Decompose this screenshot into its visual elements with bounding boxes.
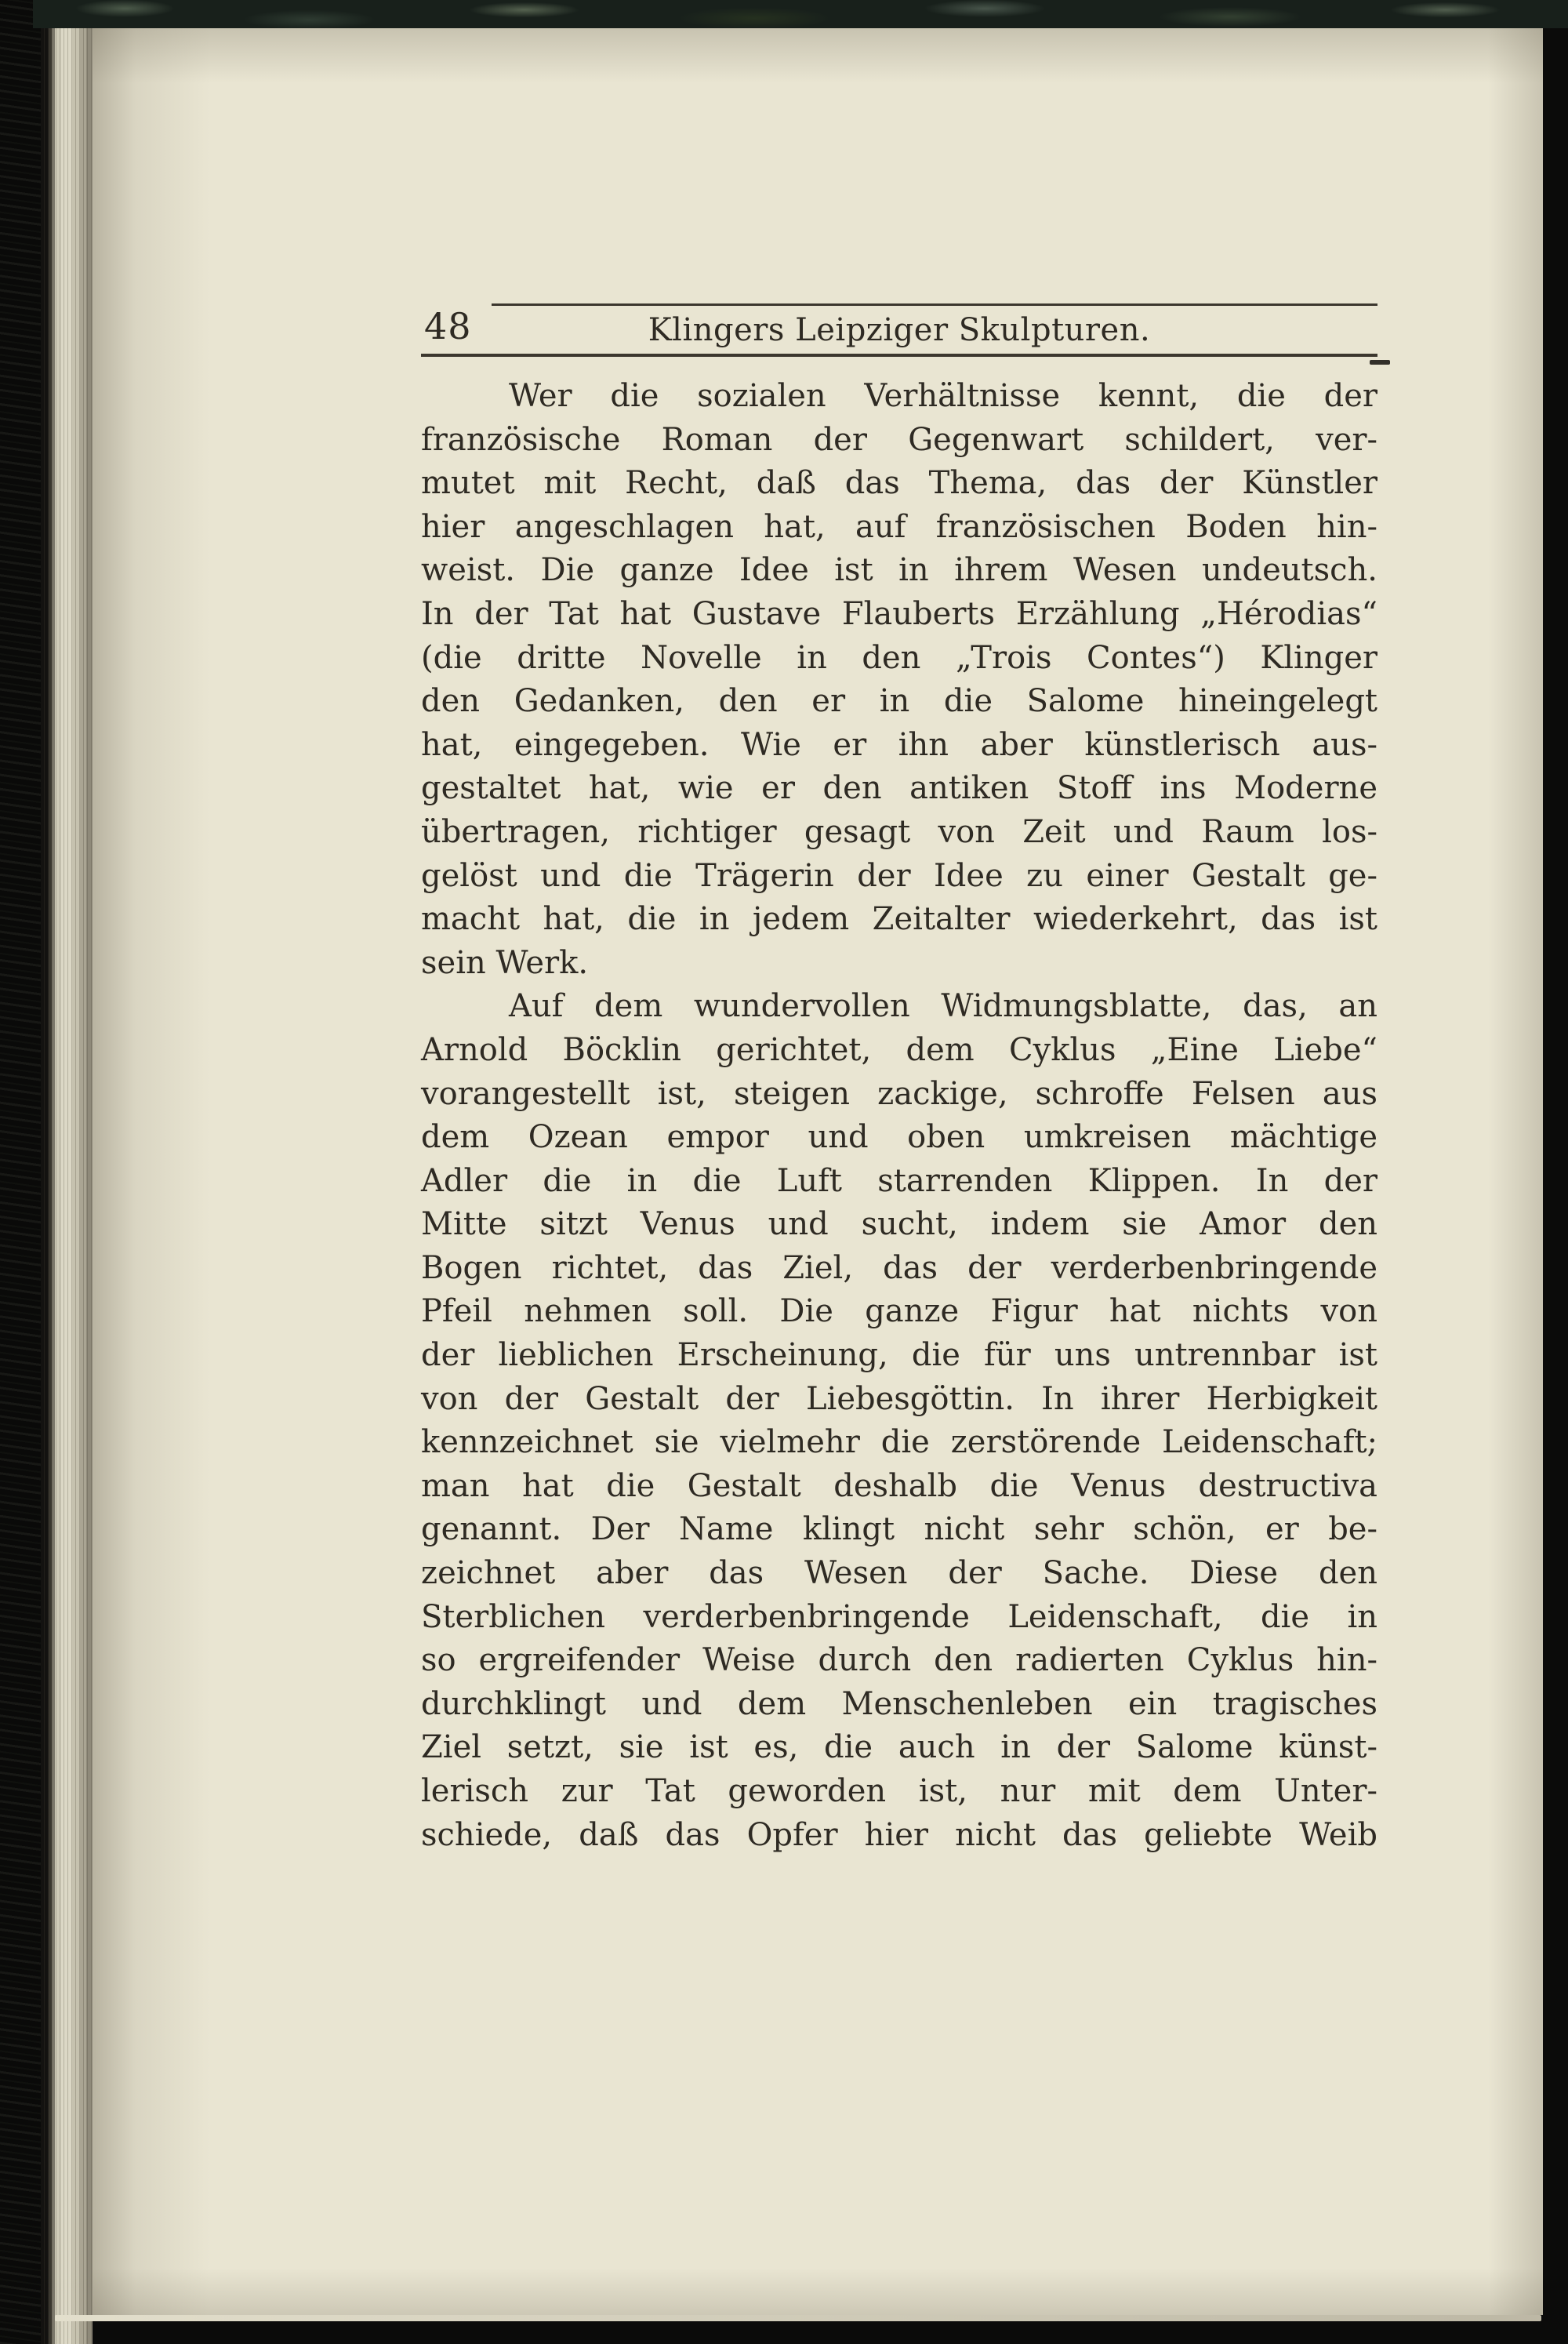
text-line: so ergreifender Weise durch den radierten Cyklus hin- xyxy=(421,1642,1377,1679)
text-line: zeichnet aber das Wesen der Sache. Diese den xyxy=(421,1555,1377,1592)
page-number: 48 xyxy=(424,305,472,347)
text-line: gestaltet hat, wie er den antiken Stoff ins Moderne xyxy=(421,770,1377,807)
header-rule-bottom xyxy=(421,354,1377,357)
text-line: französische Roman der Gegenwart schildert, ver- xyxy=(421,421,1377,458)
book-spine xyxy=(0,0,41,2344)
text-line: den Gedanken, den er in die Salome hineingelegt xyxy=(421,683,1377,720)
text-line: genannt. Der Name klingt nicht sehr schön, er be- xyxy=(421,1511,1377,1548)
text-line: man hat die Gestalt deshalb die Venus destructiva xyxy=(421,1467,1377,1504)
book-page xyxy=(93,28,1543,2315)
text-line: Ziel setzt, sie ist es, die auch in der Salome künst- xyxy=(421,1729,1377,1766)
text-line: Adler die in die Luft starrenden Klippen. In der xyxy=(421,1162,1377,1199)
paragraph-1 xyxy=(421,375,1377,985)
text-line: Auf dem wundervollen Widmungsblatte, das, an xyxy=(509,988,1377,1025)
text-line: gelöst und die Trägerin der Idee zu einer Gestalt ge- xyxy=(421,857,1377,894)
text-line: von der Gestalt der Liebesgöttin. In ihrer Herbigkeit xyxy=(421,1380,1377,1417)
text-line: Wer die sozialen Verhältnisse kennt, die der xyxy=(509,378,1377,414)
text-line: übertragen, richtiger gesagt von Zeit und Raum los- xyxy=(421,813,1377,850)
page-bottom-edge xyxy=(55,2315,1541,2321)
page-edge-stack xyxy=(41,0,93,2344)
page-header xyxy=(421,303,1377,375)
text-line: dem Ozean empor und oben umkreisen mächtige xyxy=(421,1119,1377,1156)
text-line: hier angeschlagen hat, auf französischen Boden hin- xyxy=(421,508,1377,545)
rule-tick-mark xyxy=(1370,360,1390,365)
text-line: macht hat, die in jedem Zeitalter wiederkehrt, das ist xyxy=(421,901,1377,938)
text-line: Pfeil nehmen soll. Die ganze Figur hat nichts von xyxy=(421,1293,1377,1330)
header-rule-top xyxy=(492,303,1377,306)
cover-top-edge xyxy=(33,0,1568,28)
running-title: Klingers Leipziger Skulpturen. xyxy=(648,312,1151,348)
text-line: vorangestellt ist, steigen zackige, schroffe Felsen aus xyxy=(421,1075,1377,1112)
text-line: Sterblichen verderbenbringende Leidenschaft, die in xyxy=(421,1598,1377,1635)
text-line: Mitte sitzt Venus und sucht, indem sie Amor den xyxy=(421,1206,1377,1243)
text-line: lerisch zur Tat geworden ist, nur mit dem Unter- xyxy=(421,1773,1377,1809)
text-line: (die dritte Novelle in den „Trois Contes“) Klinger xyxy=(421,639,1377,676)
text-line: der lieblichen Erscheinung, die für uns untrennbar ist xyxy=(421,1337,1377,1374)
text-line: weist. Die ganze Idee ist in ihrem Wesen undeutsch. xyxy=(421,552,1377,589)
text-line: In der Tat hat Gustave Flauberts Erzählung „Hérodias“ xyxy=(421,595,1377,632)
text-line: schiede, daß das Opfer hier nicht das geliebte Weib xyxy=(421,1816,1377,1853)
text-line: durchklingt und dem Menschenleben ein tragisches xyxy=(421,1685,1377,1722)
text-line: kennzeichnet sie vielmehr die zerstörende Leidenschaft; xyxy=(421,1424,1377,1461)
text-line: mutet mit Recht, daß das Thema, das der Künstler xyxy=(421,465,1377,502)
text-line: Bogen richtet, das Ziel, das der verderbenbringende xyxy=(421,1249,1377,1286)
text-line: hat, eingegeben. Wie er ihn aber künstlerisch aus- xyxy=(421,726,1377,763)
text-block xyxy=(421,303,1377,1857)
paragraph-2 xyxy=(421,985,1377,1857)
text-line: sein Werk. xyxy=(421,944,589,981)
text-line: Arnold Böcklin gerichtet, dem Cyklus „Eine Liebe“ xyxy=(421,1031,1377,1068)
